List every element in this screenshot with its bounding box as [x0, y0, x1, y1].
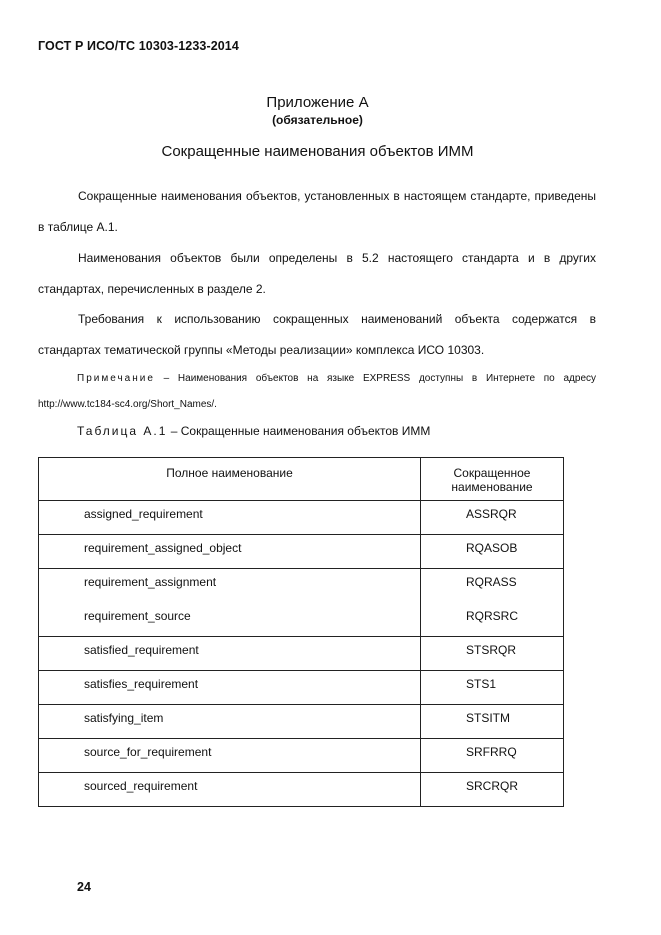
appendix-title: Приложение А: [266, 94, 369, 111]
paragraph-3: Требования к использованию сокращенных наименований объекта содержатся в стандартах тематической группы «Методы реализации» комплекса ИСО 10303.: [38, 312, 596, 357]
short-name-cell: STSRQR: [421, 637, 564, 671]
table-row: [39, 501, 564, 535]
table-row: [39, 705, 564, 739]
note: [38, 366, 596, 418]
table-row: [39, 739, 564, 773]
table-caption-text: – Сокращенные наименования объектов ИММ: [167, 424, 431, 438]
short-name-cell: RQRSRC: [421, 603, 564, 637]
table-caption: [77, 424, 430, 438]
paragraph-1: Сокращенные наименования объектов, установленных в настоящем стандарте, приведены в таблице А.1.: [38, 189, 596, 234]
table-row: [39, 603, 564, 637]
section-title: Сокращенные наименования объектов ИММ: [161, 143, 474, 160]
objects-table: [38, 457, 564, 807]
full-name-cell: sourced_requirement: [39, 773, 421, 807]
short-name-cell: RQASOB: [421, 535, 564, 569]
note-text: – Наименования объектов на языке EXPRESS доступны в Интернете по адресу http://www.tc184-sc4.org/Short_Names/.: [38, 373, 596, 410]
full-name-cell: satisfies_requirement: [39, 671, 421, 705]
table-row: [39, 569, 564, 603]
short-name-cell: STS1: [421, 671, 564, 705]
table-caption-label: Таблица А.1: [77, 424, 168, 438]
table-row: [39, 637, 564, 671]
full-name-cell: satisfied_requirement: [39, 637, 421, 671]
full-name-cell: source_for_requirement: [39, 739, 421, 773]
full-name-cell: requirement_assignment: [39, 569, 421, 603]
short-name-cell: STSITM: [421, 705, 564, 739]
short-name-cell: ASSRQR: [421, 501, 564, 535]
page-number: 24: [77, 880, 91, 894]
short-name-cell: RQRASS: [421, 569, 564, 603]
column-header-short-name: Сокращенное наименование: [421, 458, 564, 501]
paragraph-2: Наименования объектов были определены в 5.2 настоящего стандарта и в других стандартах, перечисленных в разделе 2.: [38, 251, 596, 296]
table-row: [39, 535, 564, 569]
full-name-cell: assigned_requirement: [39, 501, 421, 535]
table-header-row: [39, 458, 564, 501]
table-row: [39, 773, 564, 807]
short-name-cell: SRFRRQ: [421, 739, 564, 773]
note-label: Примечание: [77, 373, 155, 384]
table-row: [39, 671, 564, 705]
document-header: ГОСТ Р ИСО/ТС 10303-1233-2014: [38, 39, 239, 53]
full-name-cell: requirement_assigned_object: [39, 535, 421, 569]
column-header-full-name: Полное наименование: [39, 458, 421, 501]
short-name-cell: SRCRQR: [421, 773, 564, 807]
full-name-cell: requirement_source: [39, 603, 421, 637]
full-name-cell: satisfying_item: [39, 705, 421, 739]
appendix-subtitle: (обязательное): [272, 113, 363, 127]
